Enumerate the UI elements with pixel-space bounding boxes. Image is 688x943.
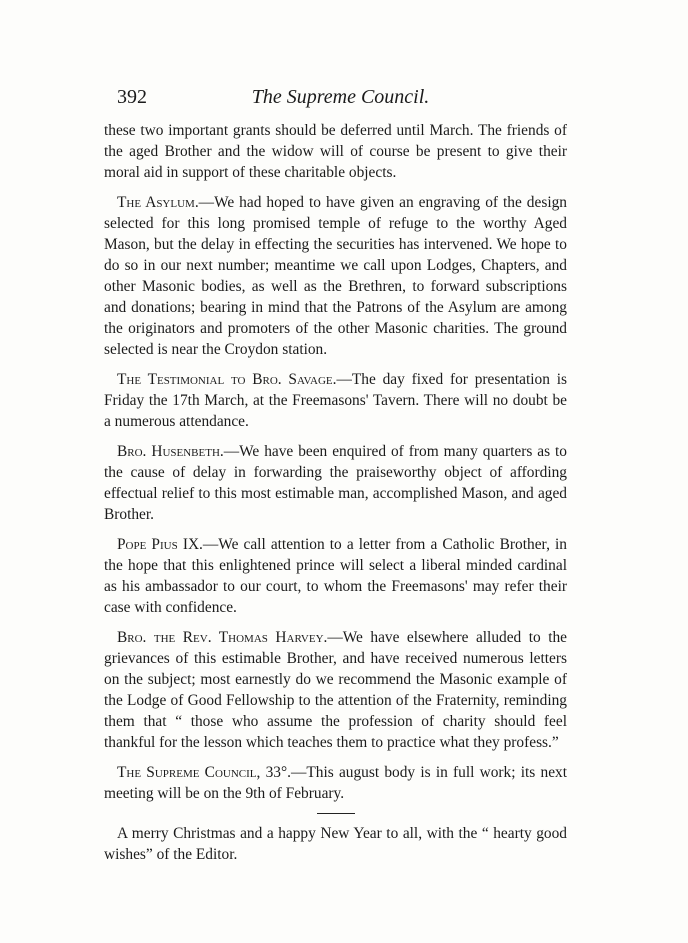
paragraph-husenbeth — [104, 441, 567, 525]
paragraph-text: —We call attention to a letter from a Catholic Brother, in the hope that this enlightened prince will select a liberal minded cardinal as his ambassador to our court, to whom the Freemasons' may refer their case with confidence. — [104, 536, 567, 616]
paragraph-asylum — [104, 192, 567, 360]
closing-text: A merry Christmas and a happy New Year to all, with the “ hearty good wishes” of the Editor. — [104, 825, 567, 863]
paragraph-harvey — [104, 627, 567, 753]
paragraph-lead: The Supreme Council, — [117, 764, 261, 781]
paragraph-testimonial — [104, 369, 567, 432]
paragraph-lead: Pope Pius IX. — [117, 536, 203, 553]
paragraph-lead: Bro. the Rev. Thomas Harvey. — [117, 629, 328, 646]
paragraph-pope-pius — [104, 534, 567, 618]
page-header — [117, 82, 564, 112]
paragraph-supreme-council — [104, 762, 567, 804]
paragraph-lead: The Testimonial to Bro. Savage. — [117, 371, 337, 388]
paragraph-lead: Bro. Husenbeth. — [117, 443, 224, 460]
page-number: 392 — [117, 86, 147, 108]
running-head: The Supreme Council. — [251, 86, 430, 108]
paragraph-text: these two important grants should be deferred until March. The friends of the aged Brother and the widow will of course be present to give their moral aid in support of these charitable objects. — [104, 122, 567, 181]
section-divider — [317, 813, 355, 814]
paragraph-lead: The Asylum. — [117, 194, 199, 211]
paragraph-text: —We had hoped to have given an engraving of the design selected for this long promised temple of refuge to the worthy Aged Mason, but the delay in effecting the securities has intervened. We hope to do so in our next number; meantime we call upon Lodges, Chapters, and other Masonic bodies, as well as the Brethren, to forward subscriptions and donations; bearing in mind that the Patrons of the Asylum are among the originators and promoters of the other Masonic charities. The ground selected is near the Croydon station. — [104, 194, 567, 358]
closing-paragraph — [104, 823, 567, 865]
paragraph-continuation — [104, 120, 567, 183]
paragraph-text: —We have elsewhere alluded to the grievances of this estimable Brother, and have received numerous letters on the subject; most earnestly do we recommend the Masonic example of the Lodge of Good Fellowship to the attention of the Fraternity, reminding them that “ those who assume the profession of charity should feel thankful for the lesson which teaches them to practice what they profess.” — [104, 629, 568, 751]
paragraph-text: —The day fixed for presentation is Friday the 17th March, at the Freemasons' Tavern. There will no doubt be a numerous attendance. — [104, 371, 567, 430]
paragraph-text: —We have been enquired of from many quarters as to the cause of delay in forwarding the praiseworthy object of affording effectual relief to this most estimable man, accomplished Mason, and aged Brother. — [104, 443, 567, 523]
article-body — [104, 120, 567, 874]
paragraph-text: 33°.—This august body is in full work; its next meeting will be on the 9th of February. — [104, 764, 568, 802]
